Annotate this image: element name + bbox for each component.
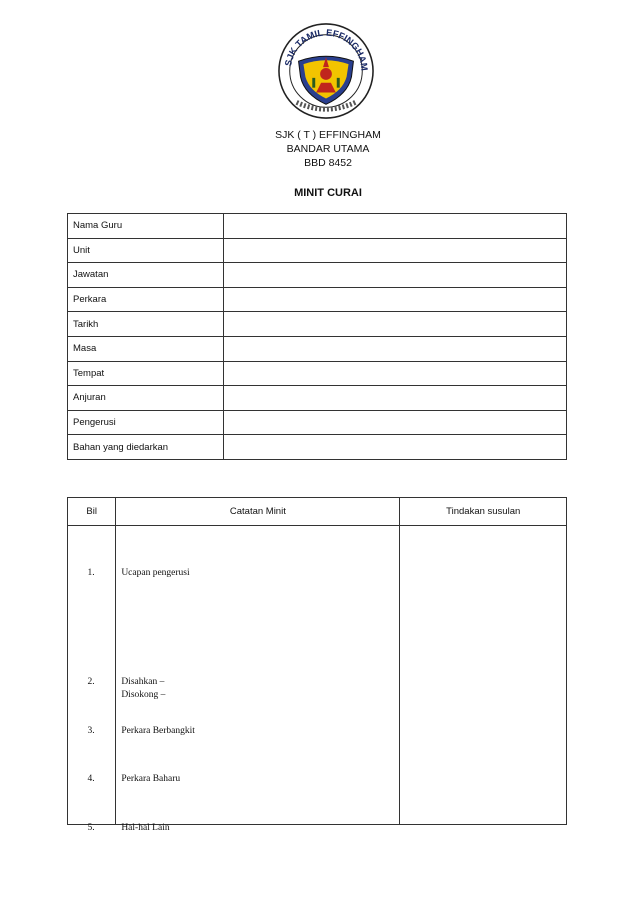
- school-address: [0, 128, 638, 170]
- item-text: Ucapan pengerusi: [121, 568, 190, 578]
- minutes-body-row: [68, 526, 567, 825]
- bil-column: [68, 526, 116, 833]
- details-value[interactable]: [224, 238, 567, 263]
- details-label: Pengerusi: [68, 410, 224, 435]
- details-row: [68, 287, 567, 312]
- details-value[interactable]: [224, 361, 567, 386]
- minutes-header-row: [68, 498, 567, 526]
- item-number: 1.: [87, 568, 95, 578]
- details-label: Anjuran: [68, 386, 224, 411]
- details-label: Nama Guru: [68, 214, 224, 239]
- details-value[interactable]: [224, 214, 567, 239]
- details-value[interactable]: [224, 263, 567, 288]
- details-value[interactable]: [224, 410, 567, 435]
- details-value[interactable]: [224, 386, 567, 411]
- item-number: 3.: [87, 726, 95, 736]
- details-label: Tempat: [68, 361, 224, 386]
- details-row: [68, 263, 567, 288]
- details-row: [68, 361, 567, 386]
- header-tindakan: Tindakan susulan: [400, 498, 567, 526]
- school-logo: [277, 22, 375, 120]
- details-row: [68, 386, 567, 411]
- catatan-column[interactable]: [116, 526, 400, 833]
- details-row: [68, 214, 567, 239]
- item-text: Perkara Baharu: [121, 774, 181, 784]
- details-label: Masa: [68, 336, 224, 361]
- address-line-3: BBD 8452: [304, 157, 352, 169]
- details-row: [68, 238, 567, 263]
- details-row: [68, 435, 567, 460]
- address-line-1: SJK ( T ) EFFINGHAM: [275, 129, 381, 141]
- details-value[interactable]: [224, 287, 567, 312]
- address-line-2: BANDAR UTAMA: [286, 143, 370, 155]
- details-value[interactable]: [224, 435, 567, 460]
- item-number: 5.: [87, 823, 95, 833]
- details-label: Tarikh: [68, 312, 224, 337]
- details-label: Jawatan: [68, 263, 224, 288]
- details-row: [68, 312, 567, 337]
- logo-ring-text: SJK TAMIL EFFINGHAM: [283, 27, 370, 72]
- details-row: [68, 336, 567, 361]
- details-value[interactable]: [224, 312, 567, 337]
- item-number: 4.: [87, 774, 95, 784]
- document-title: MINIT CURAI: [294, 187, 362, 199]
- details-table: [67, 213, 567, 460]
- item-text: Hal-hal Lain: [121, 823, 170, 833]
- tindakan-column[interactable]: [400, 526, 567, 825]
- details-row: [68, 410, 567, 435]
- details-label: Bahan yang diedarkan: [68, 435, 224, 460]
- minutes-table: [67, 497, 567, 833]
- details-value[interactable]: [224, 336, 567, 361]
- item-text: Perkara Berbangkit: [121, 726, 195, 736]
- details-label: Perkara: [68, 287, 224, 312]
- header-catatan: Catatan Minit: [116, 498, 400, 526]
- item-text-secondary: Disokong –: [121, 690, 166, 700]
- header-bil: Bil: [68, 498, 116, 526]
- item-number: 2.: [87, 677, 95, 687]
- item-text: Disahkan –: [121, 677, 165, 687]
- details-label: Unit: [68, 238, 224, 263]
